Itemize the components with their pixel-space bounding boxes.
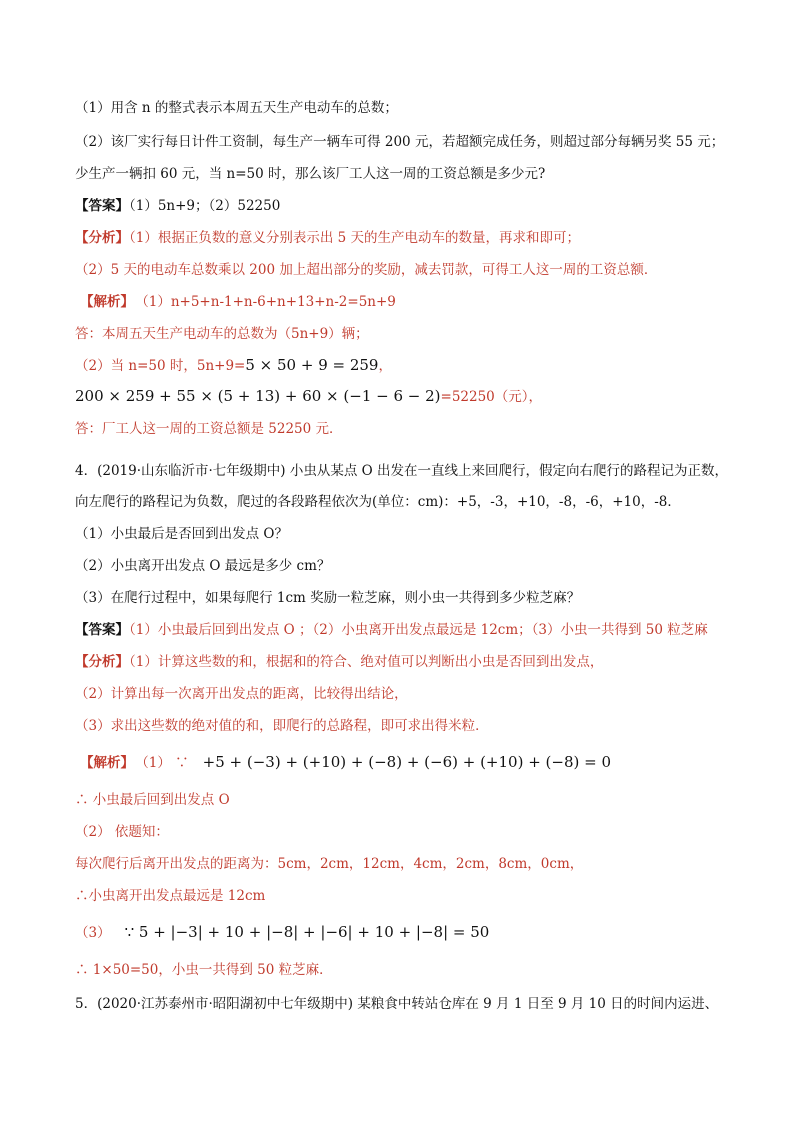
- solution-3-expr: ∵ 5 + |−3| + 10 + |−8| + |−6| + 10 + |−8| = 50: [124, 923, 490, 941]
- solution-2-suffix: ，: [378, 358, 392, 374]
- analysis-text: （1）根据正负数的意义分别表示出 5 天的生产电动车的数量，再求和即可；: [129, 230, 581, 246]
- q3-part2-line2: 少生产一辆扣 60 元，当 n=50 时，那么该厂工人这一周的工资总额是多少元?: [75, 166, 546, 182]
- solution-tag: 【解析】: [80, 294, 134, 310]
- q4-solution-3-conclusion: ∴ 1×50=50，小虫一共得到 50 粒芝麻．: [75, 962, 333, 978]
- q4-answer: [75, 620, 708, 640]
- q4-analysis-1: [75, 652, 603, 672]
- calc-result: =52250（元），: [440, 389, 543, 405]
- q3-part2-line1: （2）该厂实行每日计件工资制，每生产一辆车可得 200 元，若超额完成任务，则超过部分每辆另奖 55 元；: [75, 134, 725, 150]
- q4-solution-2-label: （2） 依题知：: [75, 824, 169, 840]
- answer-text: （1）小虫最后回到出发点 O ；（2）小虫离开出发点最远是 12cm；（3）小虫一共得到 50 粒芝麻: [129, 622, 708, 638]
- q4-solution-1-conclusion: ∴ 小虫最后回到出发点 O: [75, 792, 230, 808]
- answer-tag: 【答案】: [75, 622, 129, 638]
- q3-analysis-2: （2）5 天的电动车总数乘以 200 加上超出部分的奖励，减去罚款，可得工人这一周的工资总额．: [75, 262, 658, 278]
- solution-text: （1）n+5+n-1+n-6+n+13+n-2=5n+9: [142, 294, 396, 310]
- q4-stem-line1: 4．(2019·山东临沂市·七年级期中) 小虫从某点 O 出发在一直线上来回爬行，假定向右爬行的路程记为正数，: [75, 463, 729, 479]
- solution-3-label: （3）: [75, 925, 111, 941]
- analysis-tag: 【分析】: [75, 230, 129, 246]
- q3-analysis-1: [75, 228, 580, 248]
- q3-answer-1: 答：本周五天生产电动车的总数为（5n+9）辆；: [75, 326, 369, 342]
- q4-solution-2-conclusion: ∴小虫离开出发点最远是 12cm: [75, 888, 266, 904]
- q3-answer: [75, 196, 280, 216]
- q4-analysis-2: （2）计算出每一次离开出发点的距离，比较得出结论，: [75, 686, 408, 702]
- solution-1-label: （1） ∵: [142, 755, 189, 771]
- answer-tag: 【答案】: [75, 198, 129, 214]
- q4-stem-line2: 向左爬行的路程记为负数，爬过的各段路程依次为(单位：cm)：+5，-3，+10，-8，-6，+10，-8．: [75, 494, 681, 510]
- q3-part1: （1）用含 n 的整式表示本周五天生产电动车的总数；: [75, 100, 398, 116]
- q3-solution-2-calc: [75, 386, 542, 407]
- q4-solution-1: [80, 752, 611, 773]
- q3-solution-1: [80, 292, 396, 312]
- q4-solution-3: [75, 922, 489, 943]
- q3-solution-2: [75, 355, 392, 376]
- q4-part2: （2）小虫离开出发点 O 最远是多少 cm？: [75, 558, 331, 574]
- q3-answer-2: 答：厂工人这一周的工资总额是 52250 元．: [75, 421, 343, 437]
- calc-expr: 200 × 259 + 55 × (5 + 13) + 60 × (−1 − 6 − 2): [75, 387, 441, 405]
- analysis-tag: 【分析】: [75, 654, 129, 670]
- solution-2-prefix: （2）当 n=50 时，5n+9=: [75, 358, 246, 374]
- solution-1-expr: +5 + (−3) + (+10) + (−8) + (−6) + (+10) + (−8) = 0: [202, 753, 612, 771]
- q4-part3: （3）在爬行过程中，如果每爬行 1cm 奖励一粒芝麻，则小虫一共得到多少粒芝麻？: [75, 590, 581, 606]
- q4-analysis-3: （3）求出这些数的绝对值的和，即爬行的总路程，即可求出得米粒．: [75, 718, 489, 734]
- solution-2-expr: 5 × 50 + 9 = 259: [245, 356, 379, 374]
- answer-text: （1）5n+9；（2）52250: [129, 198, 281, 214]
- q5-stem-line1: 5．(2020·江苏泰州市·昭阳湖初中七年级期中) 某粮食中转站仓库在 9 月 1 日至 9 月 10 日的时间内运进、: [75, 996, 719, 1012]
- q4-solution-2-distances: 每次爬行后离开出发点的距离为：5cm，2cm，12cm，4cm，2cm，8cm，0cm，: [75, 856, 584, 872]
- solution-tag: 【解析】: [80, 755, 134, 771]
- analysis-text: （1）计算这些数的和，根据和的符合、绝对值可以判断出小虫是否回到出发点，: [129, 654, 604, 670]
- q4-part1: （1）小虫最后是否回到出发点 O？: [75, 526, 288, 542]
